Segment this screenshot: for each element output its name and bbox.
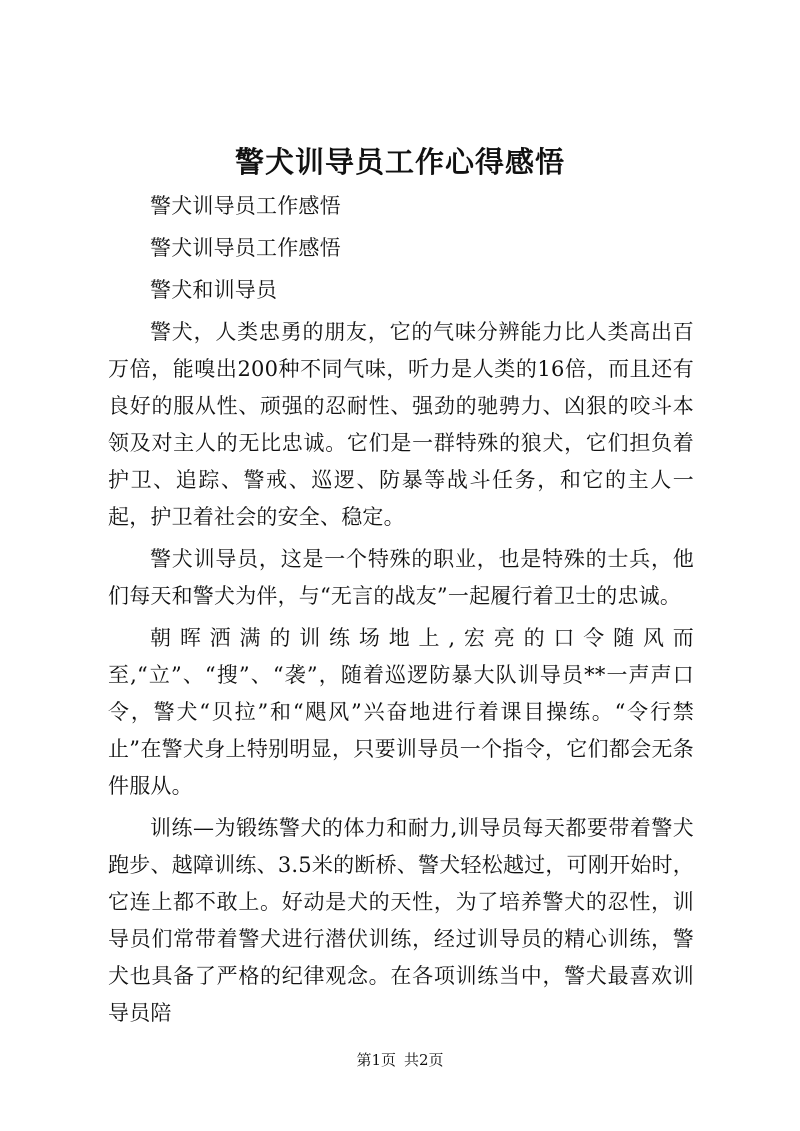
paragraph-police-dog-intro: 警犬，人类忠勇的朋友，它的气味分辨能力比人类高出百万倍，能嗅出200种不同气味，听力是人类的16倍，而且还有良好的服从性、顽强的忍耐性、强劲的驰骋力、凶狠的咬斗本领及对主人的无比忠诚。它们是一群特殊的狼犬，它们担负着护卫、追踪、警戒、巡逻、防暴等战斗任务，和它的主人一起，护卫着社会的安全、稳定。 <box>108 320 694 529</box>
paragraph-training-field: 朝晖洒满的训练场地上,宏亮的口令随风而至,“立”、“搜”、“袭”，随着巡逻防暴大队训导员**一声声口令，警犬“贝拉”和“飓风”兴奋地进行着课目操练。“令行禁止”在警犬身上特别明显，只要训导员一个指令，它们都会无条件服从。 <box>108 626 694 798</box>
page-footer <box>0 1049 800 1071</box>
paragraph-section-heading: 警犬和训导员 <box>150 278 278 302</box>
document-body <box>108 188 694 1032</box>
page-total: 共2页 <box>404 1051 444 1069</box>
paragraph-subtitle-2: 警犬训导员工作感悟 <box>150 236 341 260</box>
paragraph-trainer-role: 警犬训导员，这是一个特殊的职业，也是特殊的士兵，他们每天和警犬为伴，与“无言的战友”一起履行着卫士的忠诚。 <box>108 547 694 608</box>
paragraph-subtitle-1: 警犬训导员工作感悟 <box>150 194 341 218</box>
page-number: 第1页 <box>356 1051 396 1069</box>
document-title: 警犬训导员工作心得感悟 <box>234 145 565 179</box>
paragraph-training-details: 训练—为锻练警犬的体力和耐力,训导员每天都要带着警犬跑步、越障训练、3.5米的断桥、警犬轻松越过，可刚开始时，它连上都不敢上。好动是犬的天性，为了培养警犬的忍性，训导员们常带着警犬进行潜伏训练，经过训导员的精心训练，警犬也具备了严格的纪律观念。在各项训练当中，警犬最喜欢训导员陪 <box>108 816 694 1025</box>
